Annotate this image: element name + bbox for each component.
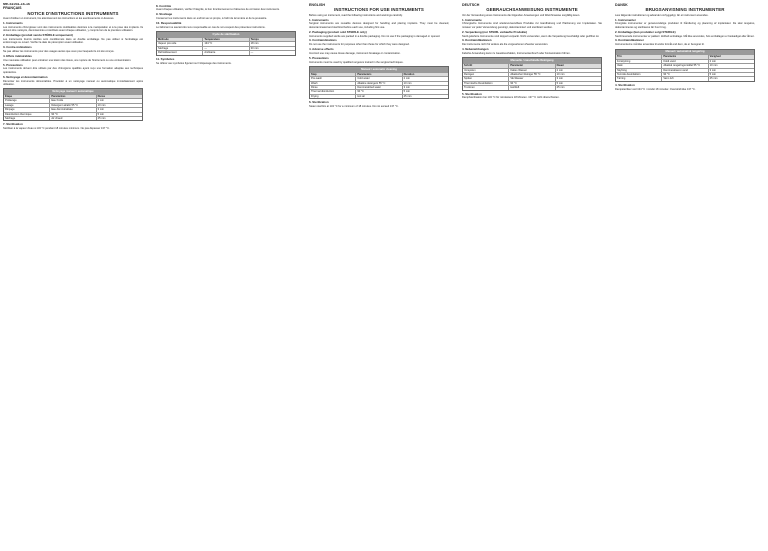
table-subheader-row — [4, 94, 142, 98]
table-cell: Demineralized water — [355, 86, 401, 89]
section-heading: 5. Sterilisation — [462, 91, 482, 96]
leaflet-title: BRUGSANVISNING INSTRUMENTER — [645, 7, 725, 13]
table-row — [157, 50, 295, 54]
section-text: Le fabricant ne saurait être tenu responsable en cas de non-respect des présentes instructions. — [156, 25, 266, 29]
table-column-header: Parameters — [355, 73, 401, 76]
section-text: Kirurgiske instrumenter er genanvendelige produkter til håndtering og placering af implantater. De skal rengøres, dekontamineres og steriliseres før hver brug. — [615, 22, 755, 29]
table-cell: Skylning — [617, 68, 627, 72]
table-cell: Thermal disinfection — [311, 90, 335, 94]
section-heading: 5. Précautions — [3, 62, 23, 67]
section-heading: 7. Stérilisation — [3, 122, 23, 127]
section-heading: 5. Precautions — [309, 55, 329, 60]
table-cell: 30 min — [249, 47, 295, 50]
table-cell: Rinse — [311, 86, 318, 90]
table-cell: 25 min — [96, 117, 142, 120]
table-cell: Refroidissement — [158, 51, 177, 55]
table-cell: — — [202, 47, 248, 50]
table-subheader-row — [157, 37, 295, 41]
table-row — [310, 89, 448, 93]
table-row — [157, 41, 295, 45]
section-text: Les instruments chirurgicaux sont des instruments réutilisables destinés à la manipulation et à la pose des implants. Ils doivent être nettoyés, décontaminés et stérilisés avant chaque utilisation, y compris lors de la première utilisation. — [3, 25, 143, 33]
table-row — [616, 68, 754, 72]
table-row — [157, 46, 295, 50]
section-text: Les instruments fournis stériles sont conditionnés dans un double emballage. Ne pas utiliser si l'emballage est endommagé ou ouvert. Vérifier la date de péremption avant utilisation. — [3, 37, 143, 45]
table-column-header: Paramètres — [49, 95, 95, 98]
table-row — [616, 59, 754, 63]
section-heading: 3. Kontraindikationer — [615, 38, 644, 43]
table-cell: Séchage — [158, 46, 169, 50]
section-heading: 1. Instruments — [309, 17, 329, 22]
section-text: Steam sterilize at 134 °C for a minimum of 18 minutes. Do not exceed 137 °C. — [309, 105, 399, 109]
table-cell: 5 min — [708, 73, 754, 76]
leaflet-title: NOTICE D'INSTRUCTIONS INSTRUMENTS — [27, 10, 119, 16]
section-text: Chirurgische Instrumente sind wiederverwendbare Produkte zur Handhabung und Platzierung von Implantaten. Sie müssen vor jeder Verwendung gereinigt, dekontaminiert und sterilisiert werden. — [462, 22, 602, 29]
procedure-table — [462, 57, 602, 90]
table-row — [310, 94, 448, 98]
section-text: Do not use the instruments for purposes other than those for which they were designed. — [309, 43, 410, 47]
table-cell: 90 °C — [49, 113, 95, 116]
table-cell: Détergent alcalin 55 °C — [49, 104, 95, 107]
table-cell: 5 min — [402, 90, 448, 93]
table-column-header: Trin — [617, 55, 622, 59]
section-heading: 6. Nettoyage et décontamination — [3, 74, 48, 79]
section-heading: 2. Emballage (kun produkter solgt STERILE) — [615, 29, 676, 34]
table-row — [463, 81, 601, 85]
table-cell: 10 min — [402, 82, 448, 85]
table-cell: Cold water — [355, 77, 401, 80]
section-text: Se référer aux symboles figurant sur l'étiquetage des instruments. — [156, 61, 232, 65]
table-cell: Eau froide — [49, 99, 95, 102]
table-cell: 25 min — [402, 95, 448, 98]
section-heading: 4. Sterilisation — [615, 82, 635, 87]
table-cell: — — [249, 51, 295, 54]
table-cell: 10 min — [96, 104, 142, 107]
text-column — [462, 3, 602, 548]
language-heading: DANSK — [615, 3, 628, 7]
table-subheader-row — [616, 54, 754, 58]
table-cell: 5 min — [96, 113, 142, 116]
table-row — [463, 76, 601, 80]
section-text: Instruments supplied sterile are packed in a double packaging. Do not use if the packaging is damaged or opened. — [309, 34, 441, 38]
section-heading: 3. Contraindications — [309, 38, 337, 43]
table-cell: Alkalischer Reiniger 55 °C — [508, 73, 554, 76]
table-cell: 5 min — [555, 82, 601, 85]
text-column — [615, 3, 755, 548]
table-cell: Drying — [311, 94, 319, 98]
table-cell: 90 °C — [661, 73, 707, 76]
table-cell: 10 min — [555, 73, 601, 76]
table-cell: Vorspülen — [464, 68, 476, 72]
language-heading: ENGLISH — [309, 3, 325, 7]
section-text: Conserver les instruments dans un endroit sec et propre, à l'abri de la lumière et de la poussière. — [156, 17, 268, 21]
section-heading: 10. Responsabilité — [156, 21, 182, 25]
section-text: Falsche Anwendung kann zu Gewebeschäden, Instrumentenbruch oder Kontamination führen. — [462, 52, 571, 56]
table-row — [310, 85, 448, 89]
table-cell: Termisk desinfektion — [617, 72, 641, 76]
section-heading: 2. Emballage (produit vendu STÉRILE uniquement) — [3, 32, 73, 37]
section-heading: 2. Packaging (product sold STERILE only) — [309, 29, 367, 34]
section-heading: 9. Stockage — [156, 12, 173, 17]
section-heading: 4. Effets indésirables — [3, 53, 32, 58]
section-heading: 1. Instrumenter — [615, 17, 636, 22]
procedure-table — [156, 31, 296, 55]
table-column-header: Parametre — [661, 55, 707, 58]
table-cell: Heißluft — [508, 86, 554, 89]
table-row — [616, 63, 754, 67]
table-column-header: Méthode — [158, 38, 169, 42]
language-heading: FRANÇAIS — [3, 6, 22, 11]
table-row — [4, 112, 142, 116]
table-cell: Thermische Desinfektion — [464, 81, 493, 85]
table-cell: 90 °C — [355, 90, 401, 93]
table-cell: 2 min — [402, 77, 448, 80]
table-cell: 25 min — [555, 86, 601, 89]
section-heading: 3. Contre-indications — [3, 45, 32, 50]
table-cell: Alkaline detergent 55 °C — [355, 82, 401, 85]
table-cell: 18 min — [249, 42, 295, 45]
table-row — [463, 85, 601, 89]
table-cell: Hot air — [355, 95, 401, 98]
table-cell: 3 min — [708, 69, 754, 72]
table-cell: Demineraliseret vand — [661, 69, 707, 72]
table-cell: Trocknen — [464, 86, 475, 90]
table-row — [463, 68, 601, 72]
section-text: Læs følgende instruktioner og advarsler omhyggeligt, før et instrument anvendes. — [615, 13, 709, 17]
section-heading: 2. Verpackung (nur STERIL verkaufte Produkte) — [462, 29, 528, 34]
section-text: Ne pas utiliser les instruments pour des usages autres que ceux pour lesquels ils ont été conçus. — [3, 49, 115, 53]
table-column-header: Duration — [402, 73, 448, 76]
table-cell: Varm luft — [661, 77, 707, 80]
table-cell: 2 min — [708, 60, 754, 63]
section-text: Avant d'utiliser un instrument, lire attentivement les instructions et les avertissements ci-dessous. — [3, 17, 115, 21]
procedure-table — [615, 49, 755, 82]
section-text: Instrumenterne må ikke anvendes til andre formål end dem, de er beregnet til. — [615, 43, 705, 47]
table-cell: Désinfection thermique — [5, 112, 32, 116]
table-row — [310, 81, 448, 85]
table-cell: Vask — [617, 64, 623, 68]
table-cell: Air chaud — [49, 117, 95, 120]
table-subheader-row — [463, 63, 601, 67]
table-column-header: Température — [202, 38, 248, 41]
table-column-header: Step — [311, 72, 317, 76]
table-cell: 25 min — [708, 77, 754, 80]
section-text: Vor der Verwendung eines Instruments die folgenden Anweisungen und Warnhinweise sorgfältig lesen. — [462, 13, 580, 17]
table-cell: Tørring — [617, 77, 626, 81]
table-subheader-row — [310, 72, 448, 76]
table-cell: Vapeur pré-vide — [158, 42, 177, 46]
table-cell: 3 min — [402, 86, 448, 89]
table-cell: Koldt vand — [661, 60, 707, 63]
procedure-table — [309, 66, 449, 99]
table-header: Cycle de stérilisation — [157, 32, 295, 37]
section-text: Incorrect use may cause tissue damage, instrument breakage or contamination. — [309, 52, 401, 56]
section-text: Before using an instrument, read the following instructions and warnings carefully. — [309, 13, 403, 17]
document-id: ME-61031-16-16 — [3, 3, 30, 6]
table-cell: Prélavage — [5, 99, 17, 103]
table-column-header: Dauer — [555, 64, 601, 67]
table-row — [616, 72, 754, 76]
table-cell: Reinigen — [464, 72, 475, 76]
section-text: Stériliser à la vapeur d'eau à 134 °C pendant 18 minutes minimum. Ne pas dépasser 137 °C. — [3, 127, 110, 131]
table-cell: VE-Wasser — [508, 77, 554, 80]
section-heading: 1. Instrumente — [462, 17, 482, 22]
section-text: Démonter les instruments démontables. Procéder à un nettoyage manuel ou automatique immédiatement après utilisation. — [3, 79, 143, 86]
section-text: Surgical instruments are reusable devices designed for handling and placing implants. They must be cleaned, decontaminated and sterilized before each use, including first use. — [309, 22, 449, 29]
table-row — [310, 76, 448, 80]
text-column — [3, 3, 143, 548]
table-header: Nettoyage manuel / automatique — [4, 89, 142, 94]
table-cell: Spülen — [464, 77, 473, 81]
section-text: Instruments must be used by qualified surgeons trained in the surgical techniques. — [309, 60, 404, 64]
section-heading: 3. Kontraindikationen — [462, 38, 492, 43]
section-text: Sterilt leverede instrumenter er pakket i dobbelt emballage. Må ikke anvendes, hvis emballagen er beskadiget eller åbnet. — [615, 34, 755, 38]
section-heading: 1. Instruments — [3, 20, 23, 25]
section-text: Avant chaque utilisation, vérifier l'intégrité, le bon fonctionnement et l'absence de corrosion des instruments. — [156, 8, 280, 12]
table-cell: Eau déminéralisée — [49, 108, 95, 111]
section-text: Les instruments doivent être utilisés par des chirurgiens qualifiés ayant reçu une formation adaptée aux techniques opératoires. — [3, 67, 143, 74]
table-cell: 3 min — [96, 108, 142, 111]
table-column-header: Durée — [96, 95, 142, 98]
leaflet-title: GEBRAUCHSANWEISUNG INSTRUMENTE — [486, 7, 578, 13]
table-cell: Forskylning — [617, 59, 631, 63]
table-column-header: Temps — [249, 38, 295, 41]
table-cell: Kaltes Wasser — [508, 69, 554, 72]
table-row — [4, 116, 142, 120]
table-cell: 2 min — [96, 99, 142, 102]
table-cell: Rinçage — [5, 108, 15, 112]
section-text: Die Instrumente nicht für andere als die vorgesehenen Zwecke verwenden. — [462, 43, 549, 47]
table-column-header: Étape — [5, 95, 13, 99]
text-column — [156, 3, 296, 548]
table-cell: 2 min — [555, 69, 601, 72]
table-cell: Alkalisk rengøringsmiddel 55 °C — [661, 64, 707, 67]
table-cell: 90 °C — [508, 82, 554, 85]
procedure-table — [3, 88, 143, 121]
section-heading: 4. Nebenwirkungen — [462, 47, 489, 52]
table-row — [4, 107, 142, 111]
section-text: Dampsteriliser ved 134 °C i mindst 18 minutter. Overskrid ikke 137 °C. — [615, 87, 696, 91]
section-text: Steril gelieferte Instrumente sind doppelt verpackt. Nicht verwenden, wenn die Verpackung beschädigt oder geöffnet ist. — [462, 34, 600, 38]
leaflet-title: INSTRUCTIONS FOR USE INSTRUMENTS — [334, 7, 424, 13]
table-row — [4, 103, 142, 107]
section-text: Une mauvaise utilisation peut entraîner une lésion des tissus, une rupture de l'instrument ou une contamination. — [3, 58, 132, 62]
table-cell: Ambiante — [202, 51, 248, 54]
table-cell: Pre-wash — [311, 77, 322, 81]
table-column-header: Parameter — [508, 64, 554, 67]
text-column — [309, 3, 449, 548]
table-header: Manuelle / maschinelle Reinigung — [463, 58, 601, 63]
language-heading: DEUTSCH — [462, 3, 480, 7]
section-heading: 8. Contrôle — [156, 3, 172, 8]
section-heading: 11. Symboles — [156, 56, 175, 61]
table-cell: Séchage — [5, 117, 16, 120]
table-column-header: Schritt — [464, 64, 473, 68]
table-row — [616, 76, 754, 80]
table-cell: Lavage — [5, 103, 14, 107]
section-heading: 6. Sterilization — [309, 100, 329, 105]
table-row — [463, 72, 601, 76]
table-header: Manuel / automatisk rengøring — [616, 50, 754, 55]
section-heading: 4. Adverse effects — [309, 47, 334, 52]
table-column-header: Varighed — [708, 55, 754, 58]
table-cell: 10 min — [708, 64, 754, 67]
table-row — [4, 98, 142, 102]
table-cell: 134 °C — [202, 42, 248, 45]
table-header: Manual / automatic cleaning — [310, 67, 448, 72]
section-text: Dampfsterilisation bei 134 °C für mindestens 18 Minuten. 137 °C nicht überschreiten. — [462, 96, 560, 100]
table-cell: 3 min — [555, 77, 601, 80]
table-cell: Wash — [311, 81, 318, 85]
